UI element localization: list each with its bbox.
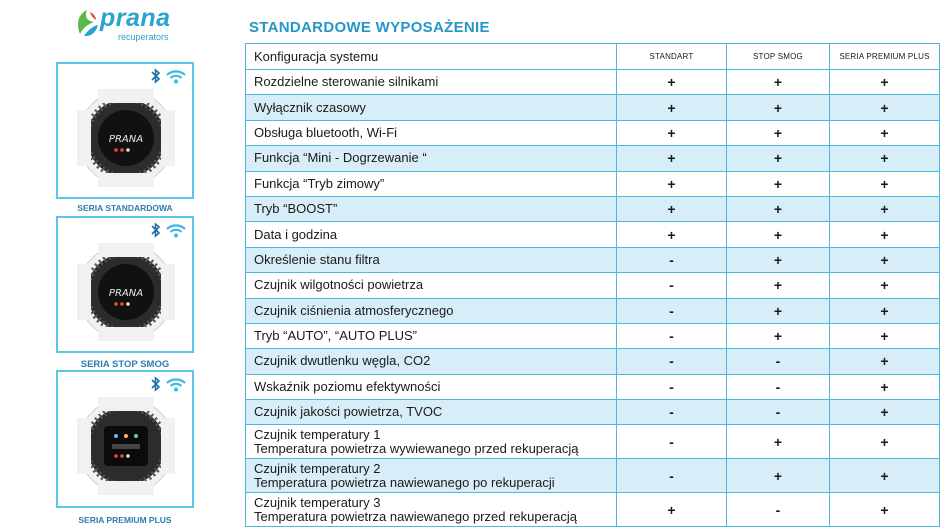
header-stop-smog: STOP SMOG [727,44,830,70]
series-card-premium-plus [56,370,194,508]
table-row [246,400,940,425]
table-row [246,493,940,527]
feature-name: Funkcja “Tryb zimowy” [254,175,385,191]
table-row [246,459,940,493]
feature-name: Wskaźnik poziomu efektywności [254,378,441,394]
value-cell-premium-plus: + [830,196,940,221]
value-cell-premium-plus: + [830,323,940,348]
value-cell-stop-smog: + [727,298,830,323]
value-cell-standart: + [617,95,727,120]
value-cell-stop-smog: + [727,146,830,171]
value-cell-premium-plus: + [830,146,940,171]
table-row [246,196,940,221]
brand-name: prana [100,4,171,32]
feature-name: Czujnik ciśnienia atmosferycznego [254,302,454,318]
value-cell-premium-plus: + [830,120,940,145]
feature-cell [246,196,617,221]
table-row [246,171,940,196]
feature-cell [246,493,617,527]
table-row [246,374,940,399]
value-cell-stop-smog: + [727,70,830,95]
value-cell-stop-smog: + [727,222,830,247]
value-cell-standart: - [617,425,727,459]
device-display-text: PRANA [108,134,144,145]
value-cell-premium-plus: + [830,459,940,493]
section-title: STANDARDOWE WYPOSAŻENIE [249,19,490,36]
feature-name: Tryb “AUTO”, “AUTO PLUS” [254,328,417,344]
table-row [246,70,940,95]
feature-description: Temperatura powietrza nawiewanego po rekuperacji [254,474,555,490]
bluetooth-icon [150,68,162,84]
value-cell-premium-plus: + [830,95,940,120]
wifi-icon [166,377,186,392]
table-row [246,95,940,120]
value-cell-premium-plus: + [830,425,940,459]
feature-description: Temperatura powietrza wywiewanego przed rekuperacją [254,440,579,456]
brand-tagline: recuperators [118,32,169,42]
value-cell-standart: - [617,459,727,493]
value-cell-premium-plus: + [830,374,940,399]
feature-name: Czujnik jakości powietrza, TVOC [254,404,443,420]
table-row [246,349,940,374]
feature-name: Czujnik temperatury 3 [254,494,381,510]
device-image [76,242,176,342]
wifi-icon [166,223,186,238]
value-cell-stop-smog: + [727,323,830,348]
feature-cell [246,171,617,196]
value-cell-standart: + [617,146,727,171]
bluetooth-icon [150,222,162,238]
wifi-icon [166,69,186,84]
feature-cell [246,459,617,493]
feature-name: Obsługa bluetooth, Wi-Fi [254,124,398,140]
value-cell-premium-plus: + [830,222,940,247]
feature-cell [246,120,617,145]
value-cell-stop-smog: + [727,247,830,272]
feature-description: Temperatura powietrza nawiewanego przed rekuperacją [254,508,578,524]
value-cell-stop-smog: + [727,196,830,221]
value-cell-stop-smog: - [727,349,830,374]
feature-name: Czujnik wilgotności powietrza [254,277,424,293]
table-row [246,273,940,298]
feature-name: Data i godzina [254,226,338,242]
value-cell-stop-smog: - [727,400,830,425]
value-cell-standart: - [617,247,727,272]
value-cell-standart: - [617,349,727,374]
table-row [246,323,940,348]
series-caption-stop-smog: SERIA STOP SMOG [80,359,170,370]
feature-cell [246,146,617,171]
feature-cell [246,273,617,298]
feature-cell [246,400,617,425]
value-cell-standart: - [617,298,727,323]
table-row [246,120,940,145]
value-cell-standart: + [617,120,727,145]
feature-cell [246,70,617,95]
feature-cell [246,95,617,120]
device-display-text: PRANA [108,288,144,299]
device-image [76,88,176,188]
value-cell-premium-plus: + [830,171,940,196]
feature-name: Wyłącznik czasowy [254,99,366,115]
value-cell-standart: + [617,196,727,221]
value-cell-stop-smog: + [727,171,830,196]
value-cell-stop-smog: - [727,374,830,399]
value-cell-standart: - [617,400,727,425]
value-cell-standart: + [617,70,727,95]
feature-cell [246,349,617,374]
value-cell-stop-smog: + [727,459,830,493]
feature-name: Czujnik temperatury 1 [254,426,381,442]
header-premium-plus: SERIA PREMIUM PLUS [830,44,940,70]
feature-cell [246,425,617,459]
feature-name: Tryb “BOOST” [254,201,338,217]
series-card-stop-smog [56,216,194,353]
bluetooth-icon [150,376,162,392]
value-cell-standart: + [617,222,727,247]
brand-logo [74,4,184,42]
feature-cell [246,374,617,399]
value-cell-premium-plus: + [830,349,940,374]
value-cell-stop-smog: - [727,493,830,527]
header-standart: STANDART [617,44,727,70]
table-header-row [246,44,940,70]
header-feature: Konfiguracja systemu [246,44,617,70]
value-cell-standart: - [617,273,727,298]
value-cell-standart: + [617,171,727,196]
feature-cell [246,222,617,247]
prana-leaf-icon [74,8,100,40]
table-row [246,247,940,272]
feature-name: Czujnik dwutlenku węgla, CO2 [254,353,431,369]
value-cell-stop-smog: + [727,120,830,145]
value-cell-stop-smog: + [727,273,830,298]
value-cell-stop-smog: + [727,95,830,120]
value-cell-premium-plus: + [830,70,940,95]
feature-name: Czujnik temperatury 2 [254,460,381,476]
table-row [246,425,940,459]
feature-name: Rozdzielne sterowanie silnikami [254,74,439,90]
table-row [246,222,940,247]
value-cell-standart: - [617,374,727,399]
series-caption-premium-plus: SERIA PREMIUM PLUS [78,515,172,525]
value-cell-premium-plus: + [830,298,940,323]
value-cell-stop-smog: + [727,425,830,459]
series-caption-standard: SERIA STANDARDOWA [77,203,173,213]
feature-cell [246,323,617,348]
value-cell-premium-plus: + [830,400,940,425]
device-image [76,396,176,496]
value-cell-standart: - [617,323,727,348]
value-cell-standart: + [617,493,727,527]
feature-cell [246,298,617,323]
table-row [246,298,940,323]
table-row [246,146,940,171]
feature-cell [246,247,617,272]
value-cell-premium-plus: + [830,247,940,272]
feature-name: Funkcja “Mini - Dogrzewanie “ [254,150,427,166]
value-cell-premium-plus: + [830,273,940,298]
feature-name: Określenie stanu filtra [254,251,380,267]
series-card-standard [56,62,194,199]
equipment-table [245,43,940,527]
value-cell-premium-plus: + [830,493,940,527]
